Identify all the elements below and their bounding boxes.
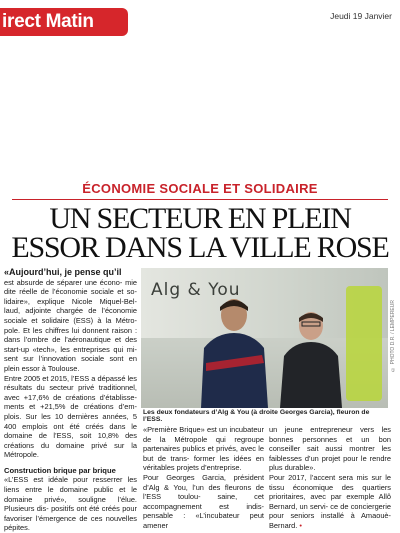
person-right-figure bbox=[276, 306, 346, 408]
photo-caption: Les deux fondateurs d’Alg & You (à droite Georges Garcia), fleuron de l’ESS. bbox=[143, 409, 370, 423]
article-title bbox=[0, 204, 400, 262]
article-column-1 bbox=[4, 268, 137, 533]
article-column-2 bbox=[143, 425, 264, 531]
lead-text: «Aujourd’hui, je pense qu’il bbox=[4, 267, 122, 277]
paragraph-2: Entre 2005 et 2015, l’ESS a dépassé les résultats du secteur privé traditionnel, avec +17,6% de créations d’établisse- ments et +21,5% de créations d’em- plois. Sur les 10 dernières années, 5 400 emplois ont été créés dans le domaine de l’ESS, soit 10,8% des créations du domaine privé sur la Métropole. bbox=[4, 373, 137, 460]
logo-text: irect Matin bbox=[2, 11, 94, 32]
paragraph-4: «Première Brique» est un incubateur de la Métropole qui regroupe partenaires publics et privés, avec le but de trans- former les idées en véritables projets d’entreprise. bbox=[143, 425, 264, 473]
newspaper-logo bbox=[0, 8, 128, 36]
subheading: Construction brique par brique bbox=[4, 465, 116, 475]
issue-date: Jeudi 19 Janvier bbox=[330, 11, 392, 21]
title-line-1: UN SECTEUR EN PLEIN bbox=[49, 202, 351, 235]
paragraph-3: «L’ESS est idéale pour resserrer les liens entre le domaine public et le domaine privé», souligne l’élue. Plusieurs dis- positifs ont été créés pour favoriser l’émergence de ces nouvelles pépites. bbox=[4, 475, 137, 533]
rubric-divider bbox=[12, 199, 388, 200]
paragraph-7-text: Pour 2017, l’accent sera mis sur le tissu économique des quartiers prioritaires, avec par exemple Allô Bernard, un servi- ce de conciergerie pour seniors installé à Amaouè-Bernard. bbox=[269, 472, 391, 530]
photo-credit: © PHOTO D.R. / LEMPEREUR bbox=[390, 300, 396, 372]
paragraph-5: Pour Georges Garcia, président d’Alg & You, l’un des fleurons de l’ESS toulou- saine, cet accompagnement est indis- pensable : «L’incubateur peut amener bbox=[143, 472, 264, 530]
person-left-figure bbox=[196, 293, 271, 408]
paragraph-1: est absurde de séparer une écono- mie dite réelle de l’économie sociale et so- lidaire», explique Nicole Miquel-Bel- laud, adjointe chargée de l’économie sociale et solidaire (ESS) à la Métro- pole. Et les chiffres lui donnent raison : dans l’ombre de l’aéronautique et des start-up «tech», les entreprises qui mi- sent sur l’innovation sociale sont en plein essor à Toulouse. bbox=[4, 277, 137, 373]
paragraph-6: un jeune entrepreneur vers les bonnes personnes et un bon conseiller sait aussi montrer les faiblesses d’un projet pour le rendre plus durable». bbox=[269, 425, 391, 473]
paragraph-7 bbox=[269, 473, 391, 531]
section-rubric: ÉCONOMIE SOCIALE ET SOLIDAIRE bbox=[82, 181, 318, 196]
end-mark: • bbox=[299, 520, 303, 530]
plant-column bbox=[346, 286, 382, 401]
photo-sign-text: Alg & You bbox=[151, 280, 241, 300]
article-photo bbox=[141, 268, 388, 408]
title-line-2: ESSOR DANS LA VILLE ROSE bbox=[11, 231, 389, 264]
article-column-3 bbox=[269, 425, 391, 531]
